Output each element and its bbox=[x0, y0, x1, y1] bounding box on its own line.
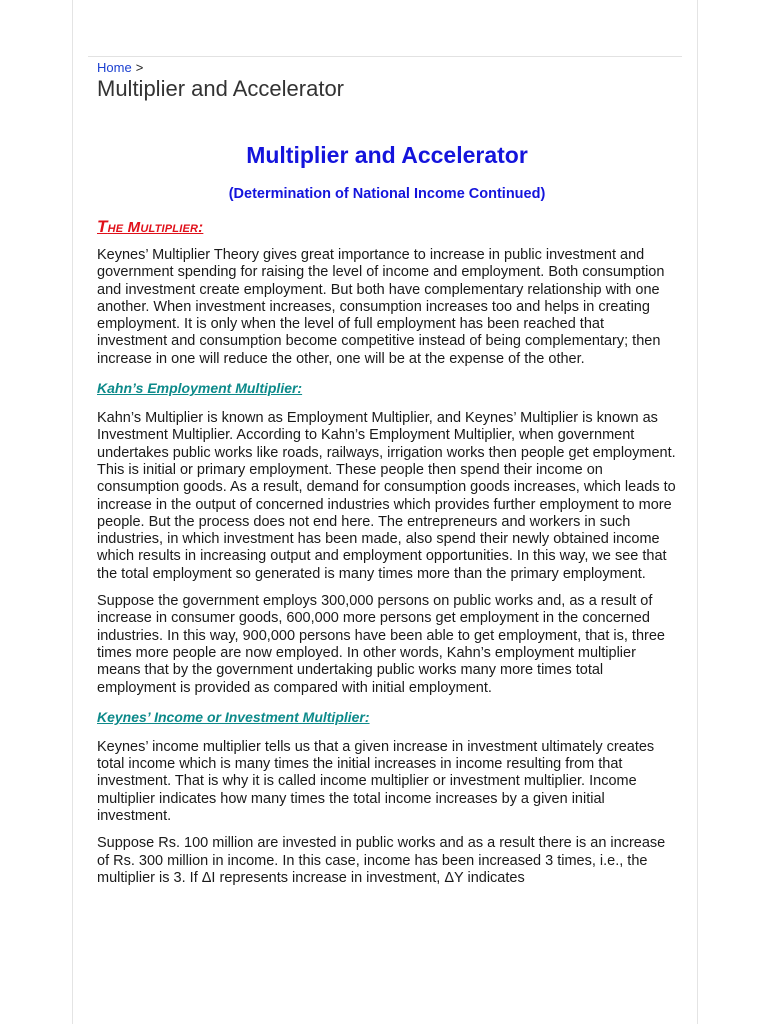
section-heading-kahn: Kahn’s Employment Multiplier: bbox=[97, 380, 303, 397]
document-title: Multiplier and Accelerator bbox=[246, 142, 528, 168]
section-heading-rest: he Multiplier: bbox=[107, 219, 204, 236]
document-subtitle: (Determination of National Income Continued) bbox=[228, 186, 546, 202]
paragraph-kahn-2: Suppose the government employs 300,000 persons on public works and, as a result of increase in consumer goods, 600,000 more persons get employment in the concerned industries. In this way, 900,000 persons have been able to get employment, that is, three times more people are now employed. In other words, Kahn’s employment multiplier means that by the government undertaking public works many more times total employment is provided as compared with initial employment. bbox=[97, 593, 665, 696]
page-title: Multiplier and Accelerator bbox=[97, 76, 345, 101]
breadcrumb-separator: > bbox=[135, 60, 144, 75]
header-divider bbox=[88, 56, 682, 57]
section-heading-multiplier bbox=[97, 216, 677, 239]
paragraph-keynes-1: Keynes’ income multiplier tells us that a given increase in investment ultimately creates total income which is many times the initial increases in income resulting from that investment. That is why it is called income multiplier or investment multiplier. Income multiplier indicates how many times the total income increases by a given initial investment. bbox=[97, 738, 655, 825]
section-heading-initial: T bbox=[97, 217, 108, 236]
breadcrumb bbox=[97, 60, 143, 76]
paragraph-keynes-2: Suppose Rs. 100 million are invested in public works and as a result there is an increase of Rs. 300 million in income. In this case, income has been increased 3 times, i.e., the multiplier is 3. If ΔI represents increase in investment, ΔY indicates bbox=[97, 835, 666, 886]
section-heading-keynes: Keynes’ Income or Investment Multiplier: bbox=[97, 708, 370, 725]
document-content bbox=[97, 138, 677, 897]
breadcrumb-home-link[interactable]: Home bbox=[97, 60, 132, 75]
paragraph-multiplier-theory: Keynes’ Multiplier Theory gives great importance to increase in public investment and government spending for raising the level of income and employment. Both consumption and investment create employment. But both have complementary relationship with one another. When investment increases, consumption increases too and helps in creating employment. It is only when the level of full employment has been reached that investment and consumption become competitive instead of being complementary; then increase in one will reduce the other, one will be at the expense of the other. bbox=[97, 247, 665, 367]
paragraph-kahn-1: Kahn’s Multiplier is known as Employment Multiplier, and Keynes’ Multiplier is known as Investment Multiplier. According to Kahn’s Employment Multiplier, when government undertakes public works like roads, railways, irrigation works then people get employment. This is initial or primary employment. These people then spend their income on consumption goods. As a result, demand for consumption goods increases, which leads to increase in the output of concerned industries which provides further employment to more people. But the process does not end here. The entrepreneurs and workers in such industries, in which investment has been made, also spend their newly obtained income which results in increasing output and employment opportunities. In this way, we see that the total employment so generated is many times more than the primary employment. bbox=[97, 410, 676, 582]
